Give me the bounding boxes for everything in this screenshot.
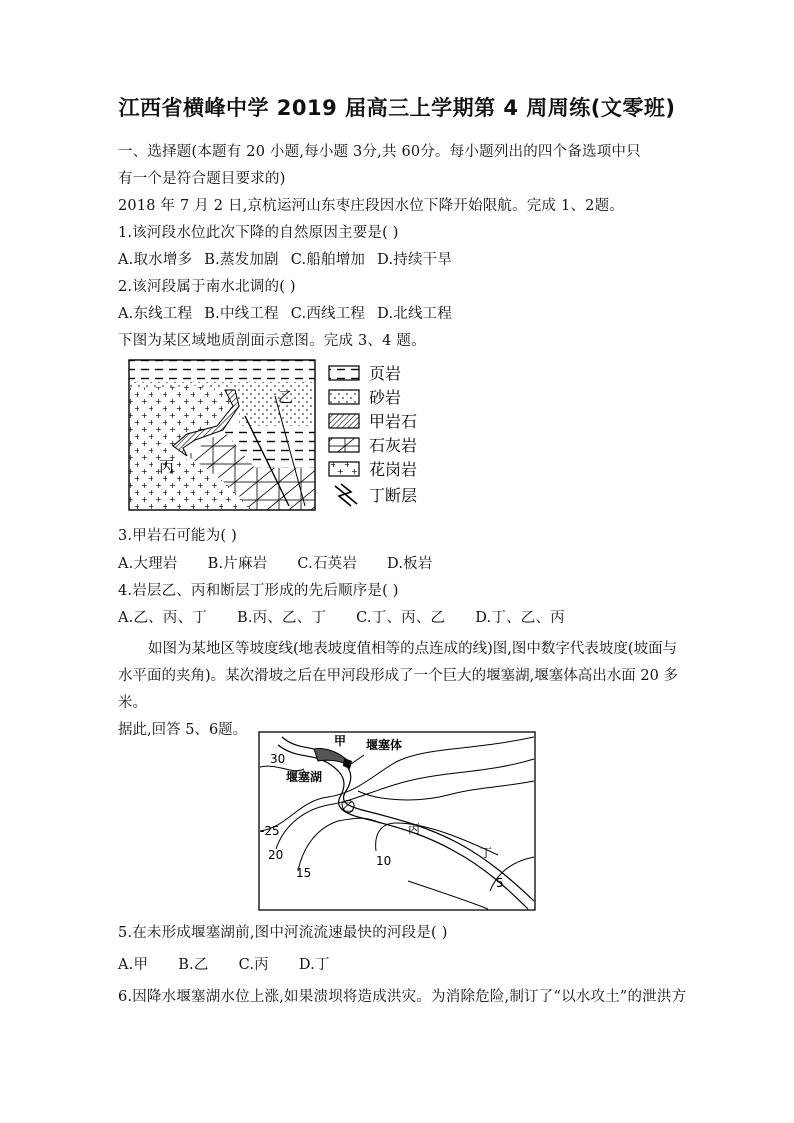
label-yi: 乙 bbox=[278, 388, 294, 406]
legend-swatch-limestone bbox=[329, 438, 359, 452]
shale-band-top bbox=[129, 360, 315, 382]
contour-value-15: 15 bbox=[296, 866, 312, 880]
map-label-dam: 堰塞体 bbox=[366, 738, 403, 752]
option-d[interactable]: D.丁、乙、丙 bbox=[475, 610, 565, 626]
question-3-stem: 3.甲岩石可能为( ) bbox=[118, 528, 237, 544]
option-a[interactable]: A.东线工程 bbox=[118, 306, 193, 322]
section-instructions-cont: 有一个是符合题目要求的) bbox=[118, 171, 286, 187]
legend-limestone: 石灰岩 bbox=[369, 436, 418, 455]
contour-value-20: 20 bbox=[268, 848, 284, 862]
option-c[interactable]: C.丁、丙、乙 bbox=[356, 610, 446, 626]
option-d[interactable]: D.持续干旱 bbox=[377, 252, 453, 268]
option-d[interactable]: D.丁 bbox=[298, 957, 330, 973]
legend-fault: 丁断层 bbox=[369, 486, 418, 505]
option-c[interactable]: C.西线工程 bbox=[290, 306, 366, 322]
legend-shale: 页岩 bbox=[369, 364, 402, 383]
legend-swatch-granite bbox=[329, 462, 359, 476]
legend-sandstone: 砂岩 bbox=[369, 388, 402, 407]
map-label-lake: 堰塞湖 bbox=[286, 770, 323, 784]
option-b[interactable]: B.乙 bbox=[178, 957, 209, 973]
option-c[interactable]: C.石英岩 bbox=[297, 556, 358, 572]
question-5-options bbox=[118, 953, 360, 974]
question-3-options bbox=[118, 552, 463, 573]
option-c[interactable]: C.船舶增加 bbox=[290, 252, 366, 268]
option-d[interactable]: D.北线工程 bbox=[377, 306, 453, 322]
option-b[interactable]: B.片麻岩 bbox=[207, 556, 268, 572]
option-b[interactable]: B.中线工程 bbox=[204, 306, 279, 322]
contour-value-10: 10 bbox=[376, 854, 392, 868]
question-1-stem: 1.该河段水位此次下降的自然原因主要是( ) bbox=[118, 225, 399, 241]
paragraph-line-3: 据此,回答 5、6题。 bbox=[118, 722, 248, 738]
option-a[interactable]: A.乙、丙、丁 bbox=[118, 610, 207, 626]
legend-swatch-sandstone bbox=[329, 390, 359, 404]
option-a[interactable]: A.甲 bbox=[118, 957, 149, 973]
map-label-bing: 丙 bbox=[408, 822, 421, 836]
fault-symbol-icon bbox=[335, 484, 357, 506]
question-2-options bbox=[118, 302, 464, 323]
question-5-stem: 5.在未形成堰塞湖前,图中河流流速最快的河段是( ) bbox=[118, 925, 448, 941]
passage-intro-2: 下图为某区域地质剖面示意图。完成 3、4 题。 bbox=[118, 333, 426, 349]
passage-paragraph bbox=[118, 636, 688, 744]
question-2-stem: 2.该河段属于南水北调的( ) bbox=[118, 279, 296, 295]
legend-granite: 花岗岩 bbox=[369, 460, 418, 479]
map-label-jia: 甲 bbox=[334, 734, 347, 748]
contour-value-30: 30 bbox=[270, 752, 286, 766]
option-a[interactable]: A.大理岩 bbox=[118, 556, 178, 572]
geologic-cross-section bbox=[125, 356, 425, 514]
map-label-ding: 丁 bbox=[480, 846, 493, 860]
label-bing: 丙 bbox=[159, 458, 175, 476]
question-6-stem: 6.因降水堰塞湖水位上涨,如果溃坝将造成洪灾。为消除危险,制订了“以水攻土”的泄洪方 bbox=[118, 989, 687, 1005]
option-a[interactable]: A.取水增多 bbox=[118, 252, 193, 268]
option-b[interactable]: B.蒸发加剧 bbox=[204, 252, 279, 268]
legend-swatch-metamorphic bbox=[329, 414, 359, 428]
option-b[interactable]: B.丙、乙、丁 bbox=[236, 610, 327, 626]
paragraph-line-1: 如图为某地区等坡度线(地表坡度值相等的点连成的线)图,图中数字代表坡度(坡面与 bbox=[148, 641, 678, 657]
option-d[interactable]: D.板岩 bbox=[387, 556, 433, 572]
question-4-stem: 4.岩层乙、丙和断层丁形成的先后顺序是( ) bbox=[118, 583, 399, 599]
slope-contour-map bbox=[258, 731, 536, 911]
question-1-options bbox=[118, 248, 464, 269]
map-label-yi: 乙 bbox=[342, 800, 355, 814]
option-c[interactable]: C.丙 bbox=[238, 957, 269, 973]
section-instructions: 一、选择题(本题有 20 小题,每小题 3分,共 60分。每小题列出的四个备选项中只 bbox=[118, 144, 641, 160]
contour-value-5: 5 bbox=[496, 876, 504, 890]
paragraph-line-2: 水平面的夹角)。某次滑坡之后在甲河段形成了一个巨大的堰塞湖,堰塞体高出水面 20 多米。 bbox=[118, 668, 678, 711]
question-4-options bbox=[118, 606, 595, 627]
passage-intro-1: 2018 年 7 月 2 日,京杭运河山东枣庄段因水位下降开始限航。完成 1、2题。 bbox=[118, 198, 624, 214]
legend-swatch-shale bbox=[329, 366, 359, 380]
page-title: 江西省横峰中学 2019 届高三上学期第 4 周周练(文零班) bbox=[118, 96, 676, 120]
legend-rock-jia: 甲岩石 bbox=[369, 412, 418, 431]
contour-value-25: -25 bbox=[260, 824, 280, 838]
